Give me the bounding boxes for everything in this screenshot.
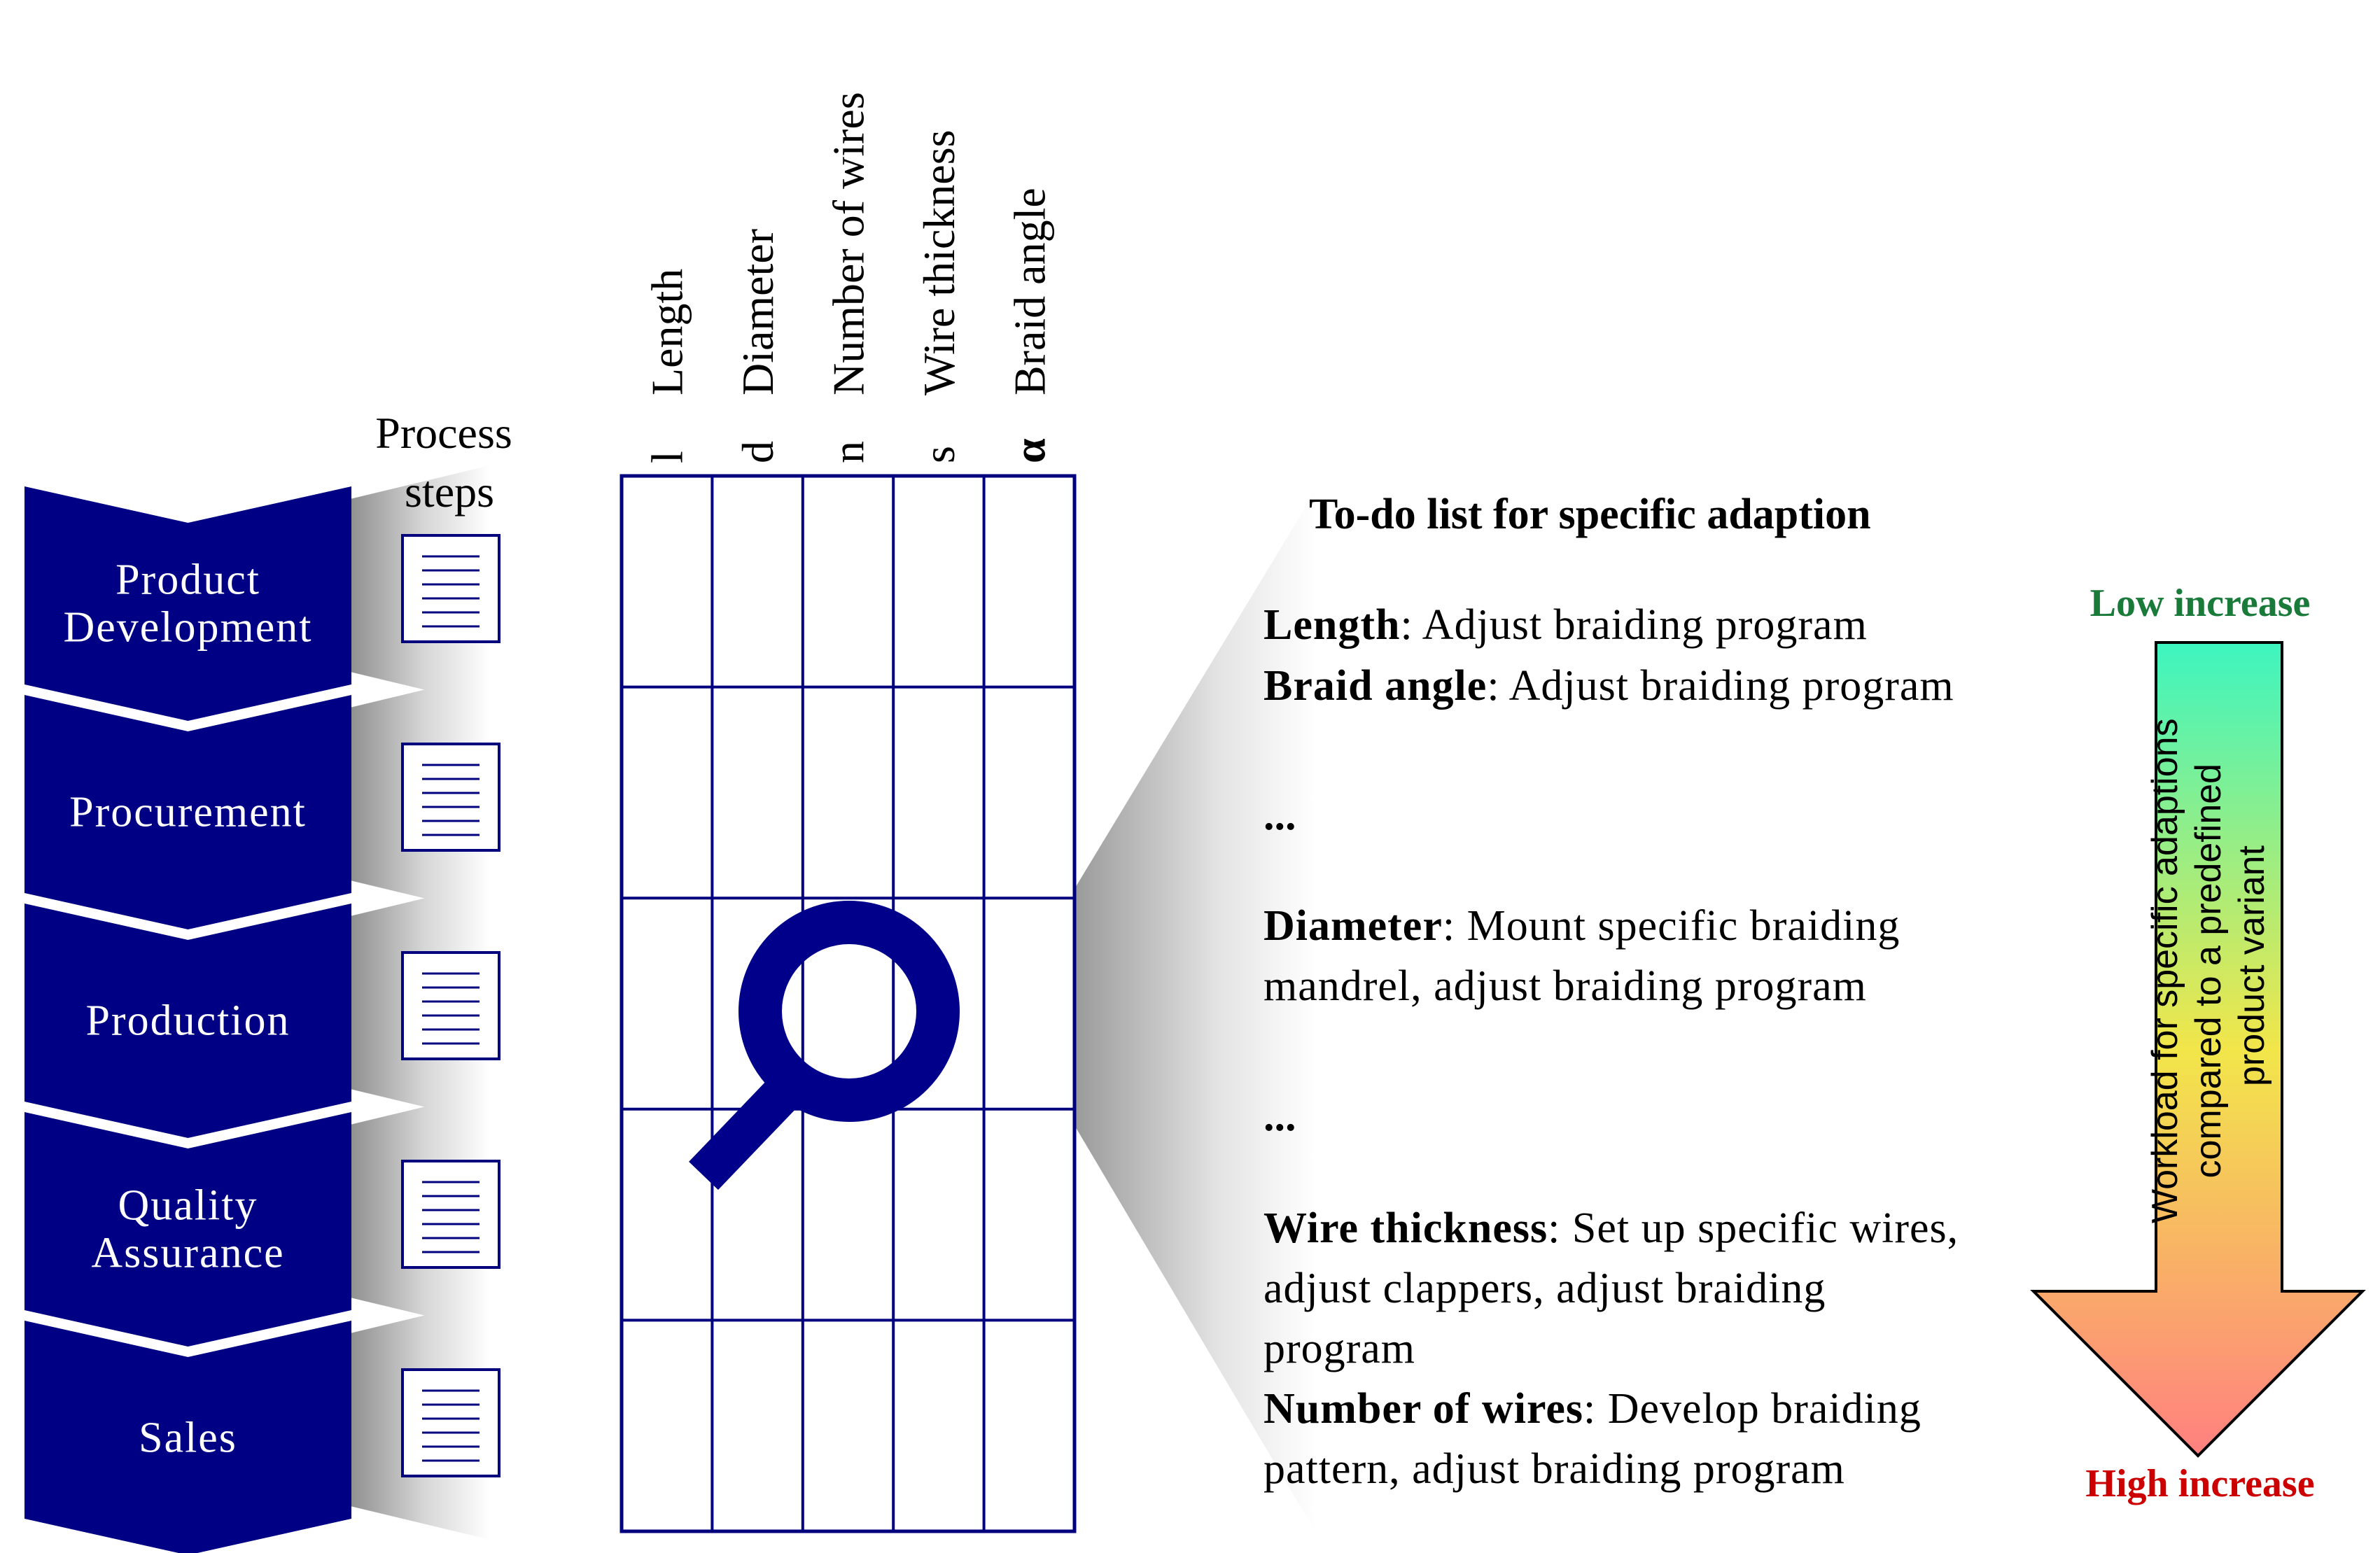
parameter-grid xyxy=(622,476,1074,1531)
document-icon xyxy=(402,744,499,850)
parameter-labels xyxy=(643,92,1055,463)
parameter-label: Number of wires xyxy=(823,92,874,395)
parameter-symbol: d xyxy=(733,441,783,463)
todo-ellipsis: ... xyxy=(1264,1092,1296,1140)
todo-entry: Diameter: Mount specific braiding mandrel, adjust braiding program xyxy=(1264,902,1900,1010)
todo-title: To-do list for specific adaption xyxy=(1309,491,1871,538)
workload-arrow-text: Workload for specific adaptions compared to a predefined product variant xyxy=(2145,718,2272,1224)
process-chevrons xyxy=(24,486,351,1553)
grid-frame xyxy=(622,476,1074,1531)
workload-scale xyxy=(2033,582,2362,1505)
document-icon xyxy=(402,953,499,1059)
process-step-label-production: Production xyxy=(85,997,290,1045)
document-icon xyxy=(402,1370,499,1476)
todo-entry: Braid angle: Adjust braiding program xyxy=(1264,662,1954,710)
parameter-label: Length xyxy=(642,268,692,395)
todo-entry: Length: Adjust braiding program xyxy=(1264,601,1868,649)
parameter-symbol: α xyxy=(1004,438,1055,463)
todo-list xyxy=(1264,491,1959,1493)
parameter-label: Wire thickness xyxy=(913,129,964,395)
parameter-label: Diameter xyxy=(733,228,783,395)
document-icon xyxy=(402,535,499,642)
process-step-label-procurement: Procurement xyxy=(69,788,307,836)
parameter-symbol: n xyxy=(823,441,874,463)
todo-entry: Wire thickness: Set up specific wires, adjust clappers, adjust braiding program xyxy=(1264,1204,1959,1372)
todo-entry: Number of wires: Develop braiding pattern, adjust braiding program xyxy=(1264,1385,1921,1493)
document-icon xyxy=(402,1161,499,1267)
parameter-label: Braid angle xyxy=(1004,188,1055,395)
process-step-label-sales: Sales xyxy=(139,1414,237,1462)
todo-ellipsis: ... xyxy=(1264,792,1296,839)
process-steps-label: Process steps xyxy=(375,408,512,517)
parameter-symbol: s xyxy=(913,446,964,463)
parameter-symbol: l xyxy=(642,451,692,463)
high-increase-label: High increase xyxy=(2085,1462,2315,1505)
process-step-label-quality-assurance: Quality Assurance xyxy=(91,1181,285,1277)
process-step-label-product-development: Product Development xyxy=(63,556,313,652)
low-increase-label: Low increase xyxy=(2090,582,2311,625)
